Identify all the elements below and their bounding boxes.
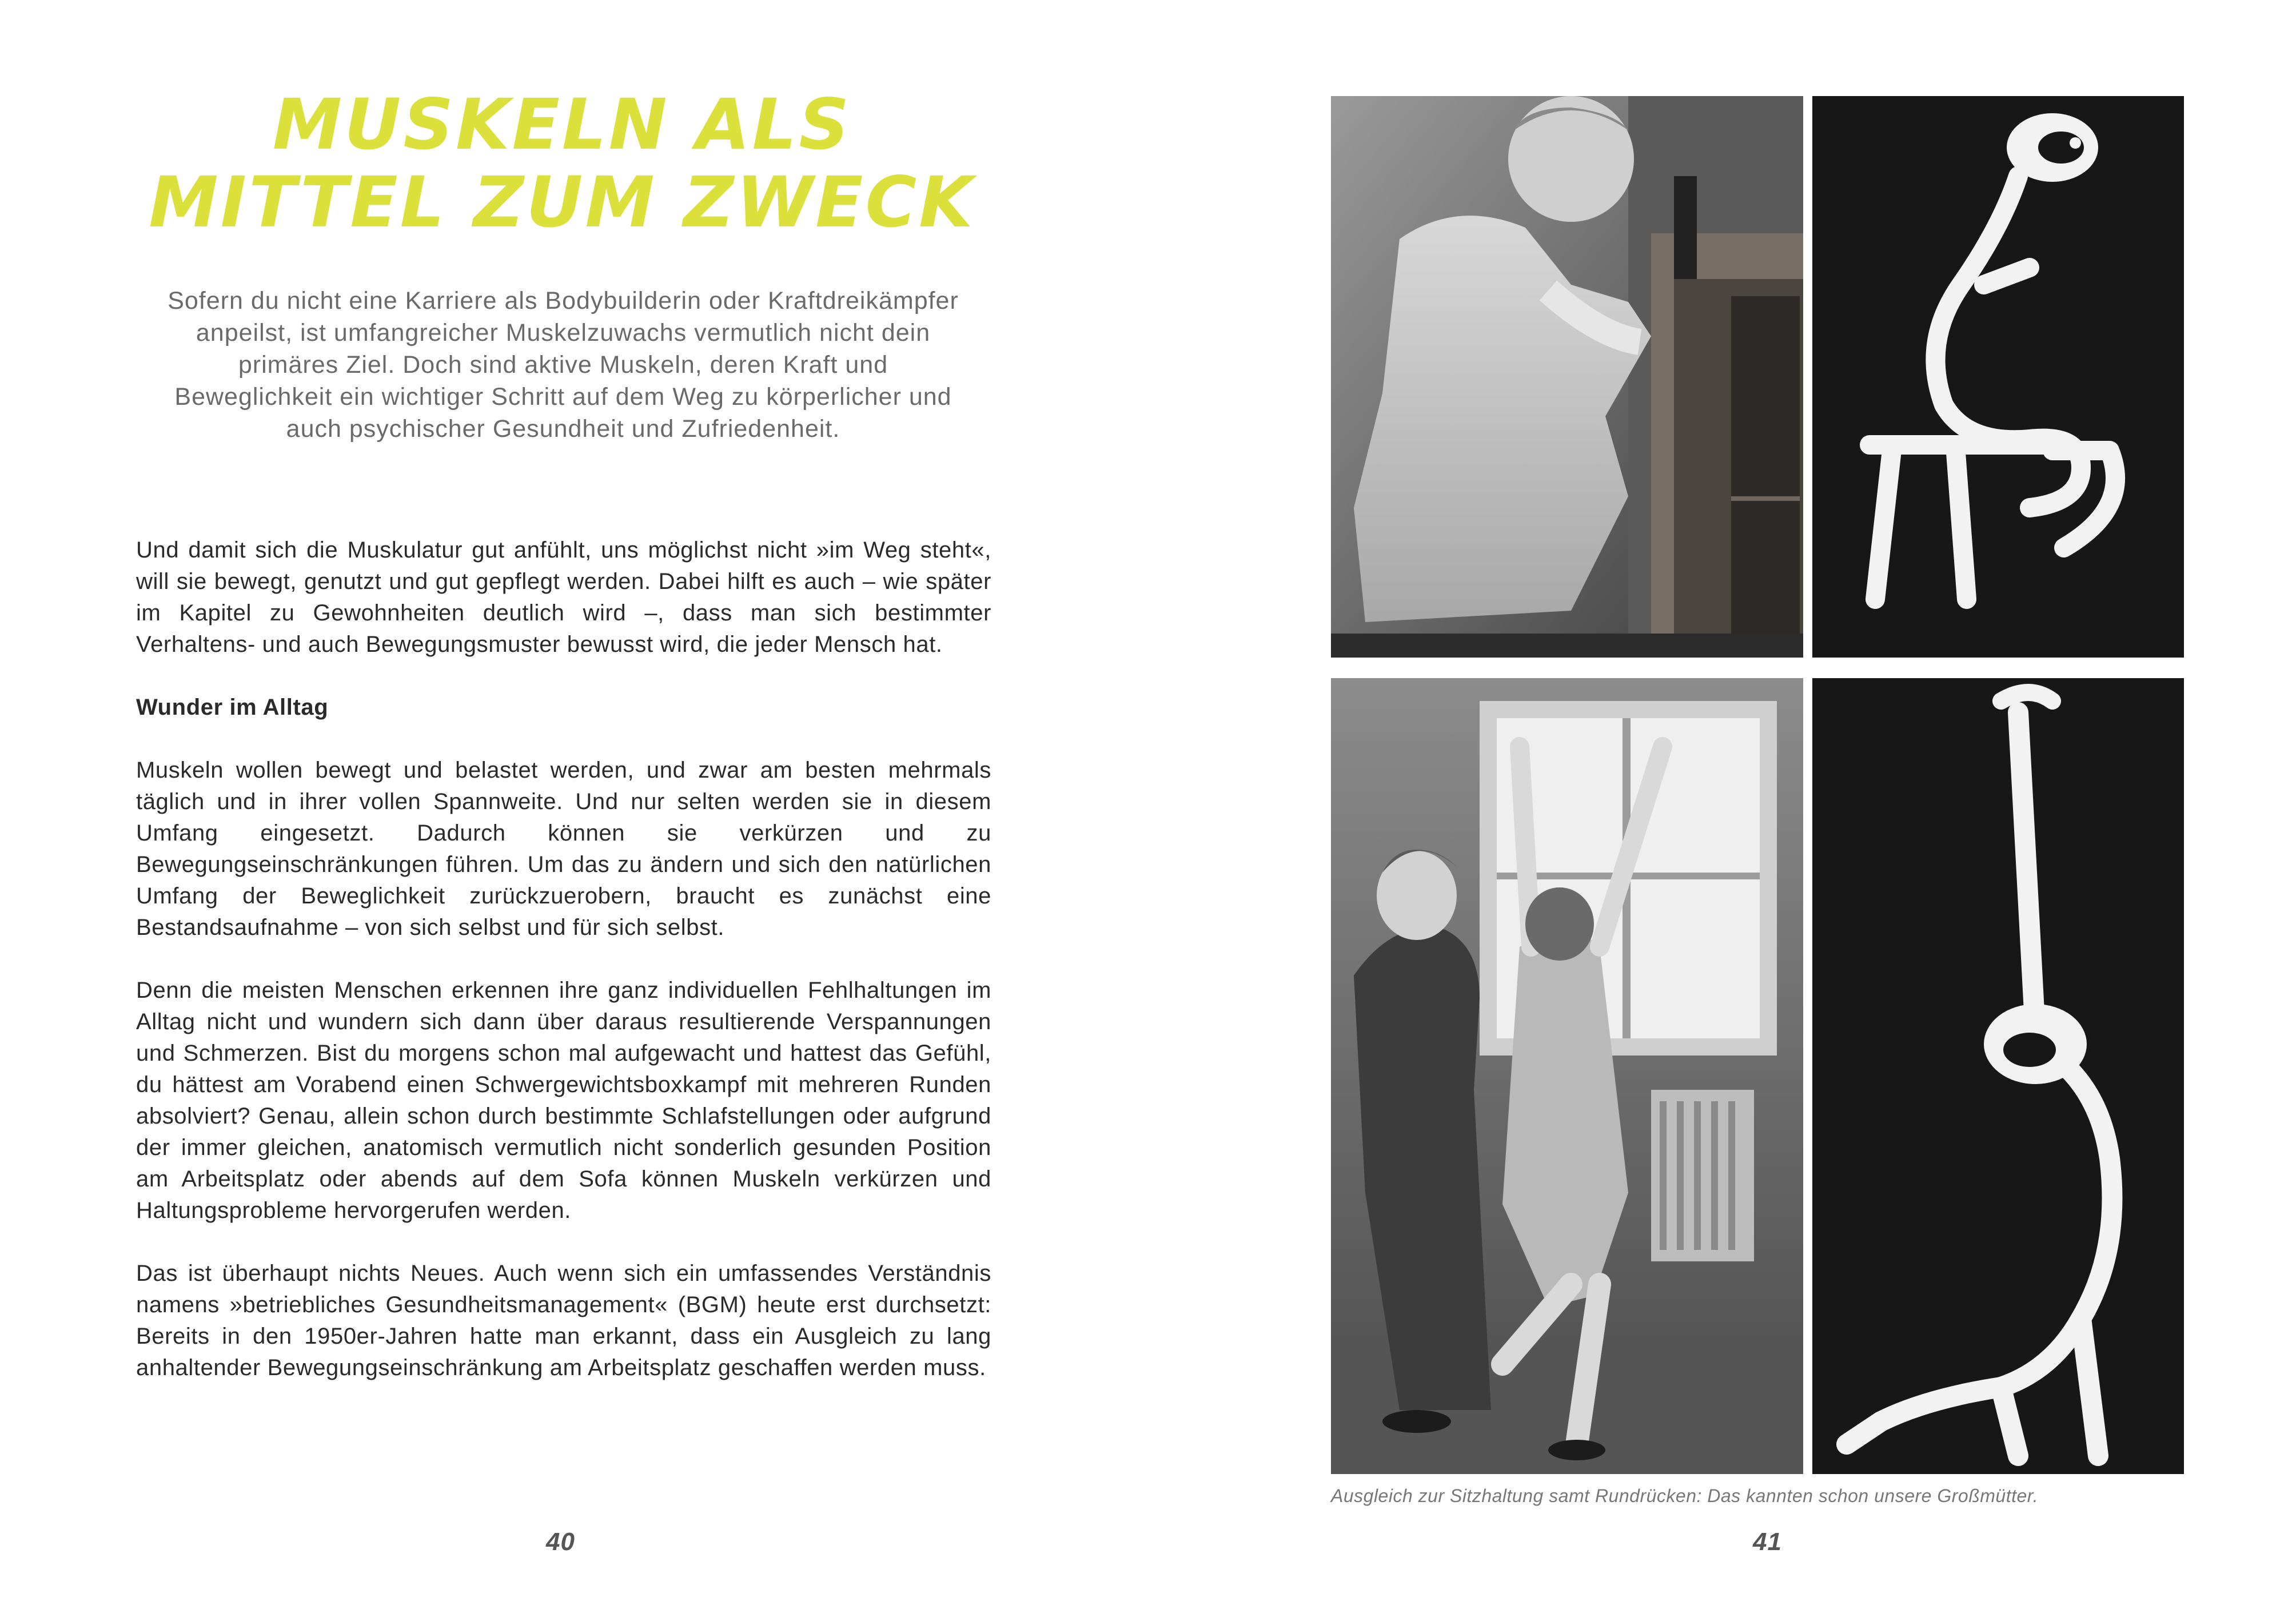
chapter-title: MUSKELN ALS MITTEL ZUM ZWECK: [149, 84, 975, 243]
photo-collage: [1331, 96, 2184, 1474]
page-number-right: 41: [1753, 1528, 1782, 1556]
body-paragraph-4: Das ist überhaupt nichts Neues. Auch wenn sich ein umfassendes Verständnis namens »betriebliches Gesundheitsmanagement« (BGM) heute erst durchsetzt: Bereits in den 1950er-Jahren hatte man erkannt, dass ein Ausgleich zu lang anhaltender Bewegungseinschränkung am Arbeitsplatz geschaffen werden muss.: [136, 1261, 991, 1380]
body-paragraph-3: Denn die meisten Menschen erkennen ihre ganz individuellen Fehlhaltungen im Alltag nicht und wundern sich dann über daraus resultierende Verspannungen und Schmerzen. Bist du morgens schon mal aufgewacht und hattest das Gefühl, du hättest am Vorabend einen Schwergewichtsboxkampf mit mehreren Runden absolviert? Genau, allein schon durch bestimmte Schlafstellungen oder aufgrund der immer gleichen, anatomisch vermutlich nicht sonderlich gesunden Position am Arbeitsplatz oder abends auf dem Sofa können Muskeln verkürzen und Haltungsprobleme hervorgerufen werden.: [136, 978, 991, 1223]
right-page: [1148, 0, 2296, 1621]
lead-paragraph: Sofern du nicht eine Karriere als Bodybuilderin oder Kraftdreikämpfer anpeilst, ist umfangreicher Muskelzuwachs vermutlich nicht dein primäres Ziel. Doch sind aktive Muskeln, deren Kraft und Beweglichkeit ein wichtiger Schritt auf dem Weg zu körperlicher und auch psychischer Gesundheit und Zufriedenheit.: [168, 287, 959, 443]
pictogram-bending-figure: [1812, 678, 2184, 1474]
body-paragraph-2: Muskeln wollen bewegt und belastet werden, und zwar am besten mehrmals täglich und in ihrer vollen Spannweite. Und nur selten werden sie in diesem Umfang eingesetzt. Dadurch können sie verkürzen und zu Bewegungseinschränkungen führen. Um das zu ändern und sich den natürlichen Umfang der Beweglichkeit zurückzuerobern, braucht es zunächst eine Bestandsaufnahme – von sich selbst und für sich selbst.: [136, 758, 991, 940]
page-number-left: 40: [546, 1528, 575, 1556]
pictogram-seated-figure: [1812, 96, 2184, 658]
photo-caption: Ausgleich zur Sitzhaltung samt Rundrücken: Das kannten schon unsere Großmütter.: [1331, 1485, 2039, 1506]
subheading: Wunder im Alltag: [136, 695, 329, 720]
photo-woman-at-workbench: [1331, 96, 1803, 658]
photo-stretching-exercise: [1331, 678, 1803, 1474]
body-text: [136, 535, 991, 1415]
body-paragraph-1: Und damit sich die Muskulatur gut anfühlt, uns möglichst nicht »im Weg steht«, will sie bewegt, genutzt und gut gepflegt werden. Dabei hilft es auch – wie später im Kapitel zu Gewohnheiten deutlich wird –, dass man sich bestimmter Verhaltens- und auch Bewegungsmuster bewusst wird, die jeder Mensch hat.: [136, 537, 991, 657]
